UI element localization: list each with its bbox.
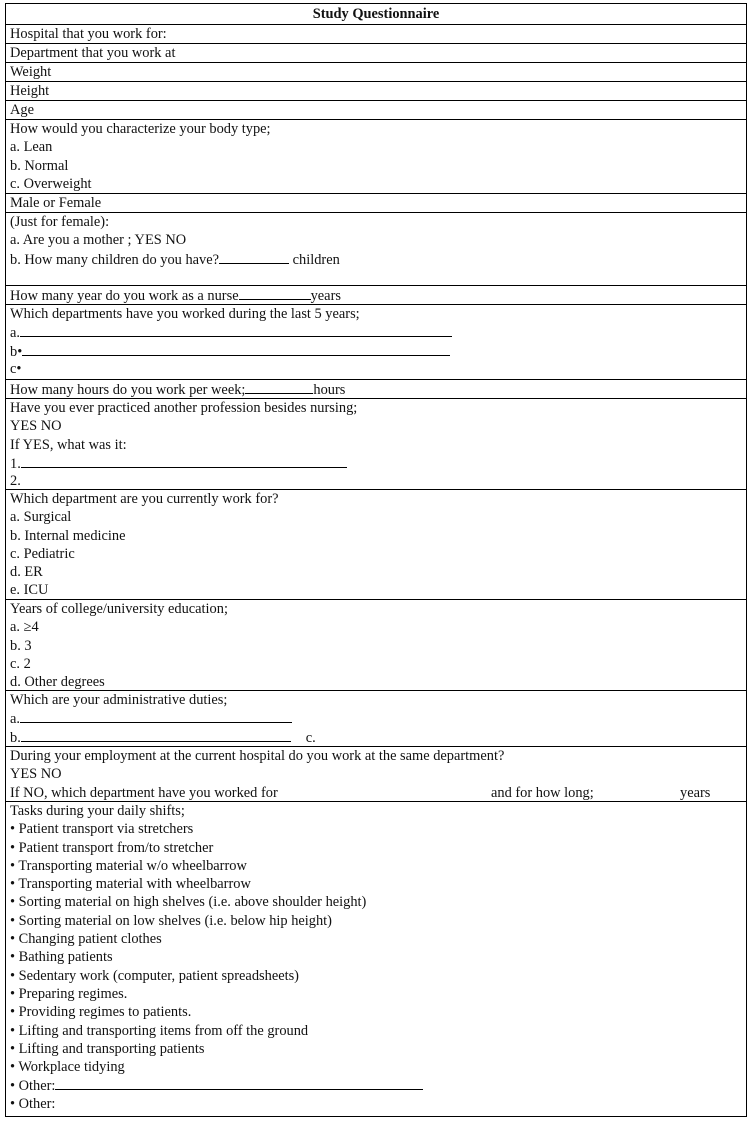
departments-5y-b-line — [10, 342, 746, 360]
task-item[interactable]: • Patient transport via stretchers — [10, 821, 194, 838]
height-row[interactable] — [6, 82, 746, 101]
current-dept-row — [6, 490, 746, 600]
hospital-label: Hospital that you work for: — [10, 26, 167, 42]
department-label: Department that you work at — [10, 45, 176, 61]
hours-question: How many hours do you work per week; — [10, 382, 246, 398]
task-item[interactable]: • Lifting and transporting patients — [10, 1040, 205, 1057]
same-dept-row — [6, 747, 746, 802]
admin-b-line — [10, 728, 746, 746]
gender-label: Male or Female — [10, 195, 102, 211]
questionnaire-title-row — [6, 4, 746, 25]
task-item[interactable]: • Sorting material on high shelves (i.e. above shoulder height) — [10, 894, 367, 911]
task-item[interactable]: • Preparing regimes. — [10, 985, 128, 1002]
tasks-question: Tasks during your daily shifts; — [10, 803, 185, 819]
tasks-row — [6, 802, 746, 1111]
years-nurse-blank[interactable] — [239, 286, 311, 300]
weight-label: Weight — [10, 64, 52, 80]
education-option-4plus[interactable]: a. ≥4 — [10, 619, 39, 636]
departments-5y-a-line — [10, 323, 746, 341]
departments-5y-a-blank[interactable] — [20, 323, 452, 337]
years-nurse-line — [10, 286, 746, 304]
years-nurse-row — [6, 286, 746, 305]
education-option-other[interactable]: d. Other degrees — [10, 674, 105, 691]
task-item[interactable]: • Transporting material w/o wheelbarrow — [10, 857, 247, 874]
education-option-3[interactable]: b. 3 — [10, 637, 32, 654]
task-item[interactable]: • Patient transport from/to stretcher — [10, 839, 214, 856]
years-nurse-question: How many year do you work as a nurse — [10, 288, 239, 304]
task-other-1-label: • Other: — [10, 1078, 56, 1095]
admin-a-blank[interactable] — [20, 709, 292, 723]
age-label: Age — [10, 102, 34, 118]
task-item[interactable]: • Workplace tidying — [10, 1059, 125, 1076]
task-item[interactable]: • Sorting material on low shelves (i.e. below hip height) — [10, 912, 332, 929]
current-dept-option-internal[interactable]: b. Internal medicine — [10, 527, 126, 544]
current-dept-option-surgical[interactable]: a. Surgical — [10, 509, 72, 526]
same-dept-howlong: and for how long; — [491, 784, 594, 801]
other-profession-1-line — [10, 454, 746, 472]
mother-question[interactable]: a. Are you a mother ; YES NO — [10, 232, 187, 249]
height-label: Height — [10, 83, 50, 99]
hours-row — [6, 380, 746, 399]
female-intro: (Just for female): — [10, 214, 110, 230]
task-item[interactable]: • Transporting material with wheelbarrow — [10, 876, 251, 893]
questionnaire-title: Study Questionnaire — [312, 6, 440, 22]
departments-5y-question: Which departments have you worked during the last 5 years; — [10, 306, 360, 322]
children-blank[interactable] — [219, 250, 289, 264]
body-type-row — [6, 120, 746, 194]
hours-line — [10, 380, 746, 398]
same-dept-question: During your employment at the current hospital do you work at the same department? — [10, 748, 505, 764]
same-dept-ifno-line — [10, 784, 746, 802]
task-other-1-line — [10, 1076, 746, 1094]
other-profession-1-label: 1. — [10, 455, 21, 472]
department-row[interactable] — [6, 44, 746, 63]
task-item[interactable]: • Lifting and transporting items from off the ground — [10, 1022, 309, 1039]
same-dept-years: years — [680, 784, 711, 801]
current-dept-question: Which department are you currently work for? — [10, 491, 279, 507]
task-item[interactable]: • Bathing patients — [10, 949, 113, 966]
other-profession-1-blank[interactable] — [21, 454, 347, 468]
body-type-option-normal[interactable]: b. Normal — [10, 157, 69, 174]
task-other-1-blank[interactable] — [55, 1076, 423, 1090]
other-profession-2-label: 2. — [10, 473, 21, 490]
same-dept-ifno: If NO, which department have you worked for — [10, 784, 278, 801]
other-profession-ifyes: If YES, what was it: — [10, 436, 127, 453]
other-profession-2-line — [10, 472, 746, 490]
questionnaire-table — [5, 3, 747, 1117]
education-row — [6, 600, 746, 691]
hours-blank[interactable] — [245, 380, 313, 394]
admin-row — [6, 691, 746, 747]
children-line — [10, 250, 746, 268]
children-question: b. How many children do you have? — [10, 251, 220, 268]
other-profession-row — [6, 399, 746, 490]
task-item[interactable]: • Providing regimes to patients. — [10, 1004, 192, 1021]
task-item[interactable]: • Changing patient clothes — [10, 931, 162, 948]
same-dept-yesno[interactable]: YES NO — [10, 766, 62, 783]
task-item[interactable]: • Sedentary work (computer, patient spreadsheets) — [10, 967, 299, 984]
departments-5y-row — [6, 305, 746, 380]
body-type-question: How would you characterize your body type; — [10, 121, 271, 137]
weight-row[interactable] — [6, 63, 746, 82]
departments-5y-b-blank[interactable] — [22, 342, 450, 356]
hours-suffix: hours — [313, 382, 346, 398]
education-question: Years of college/university education; — [10, 601, 228, 617]
current-dept-option-icu[interactable]: e. ICU — [10, 582, 49, 599]
hospital-row[interactable] — [6, 25, 746, 44]
years-nurse-suffix: years — [310, 288, 341, 304]
gender-row[interactable] — [6, 194, 746, 213]
admin-b-label: b. — [10, 729, 21, 746]
admin-question: Which are your administrative duties; — [10, 692, 228, 708]
body-type-option-overweight[interactable]: c. Overweight — [10, 175, 92, 192]
departments-5y-c-line — [10, 360, 746, 378]
education-option-2[interactable]: c. 2 — [10, 655, 31, 672]
admin-b-blank[interactable] — [21, 728, 291, 742]
female-row — [6, 213, 746, 286]
task-other-2-label: • Other: — [10, 1095, 56, 1111]
children-suffix: children — [292, 251, 340, 268]
current-dept-option-er[interactable]: d. ER — [10, 564, 43, 581]
body-type-option-lean[interactable]: a. Lean — [10, 139, 53, 156]
age-row[interactable] — [6, 101, 746, 120]
admin-c-label: c. — [305, 729, 316, 746]
admin-a-line — [10, 709, 746, 727]
departments-5y-c-label: c• — [10, 360, 22, 377]
departments-5y-b-label: b• — [10, 343, 23, 360]
other-profession-yesno[interactable]: YES NO — [10, 418, 62, 435]
task-other-2-line — [10, 1095, 746, 1111]
admin-a-label: a. — [10, 711, 20, 728]
current-dept-option-pediatric[interactable]: c. Pediatric — [10, 545, 75, 562]
other-profession-question: Have you ever practiced another profession besides nursing; — [10, 400, 358, 416]
departments-5y-a-label: a. — [10, 325, 20, 342]
